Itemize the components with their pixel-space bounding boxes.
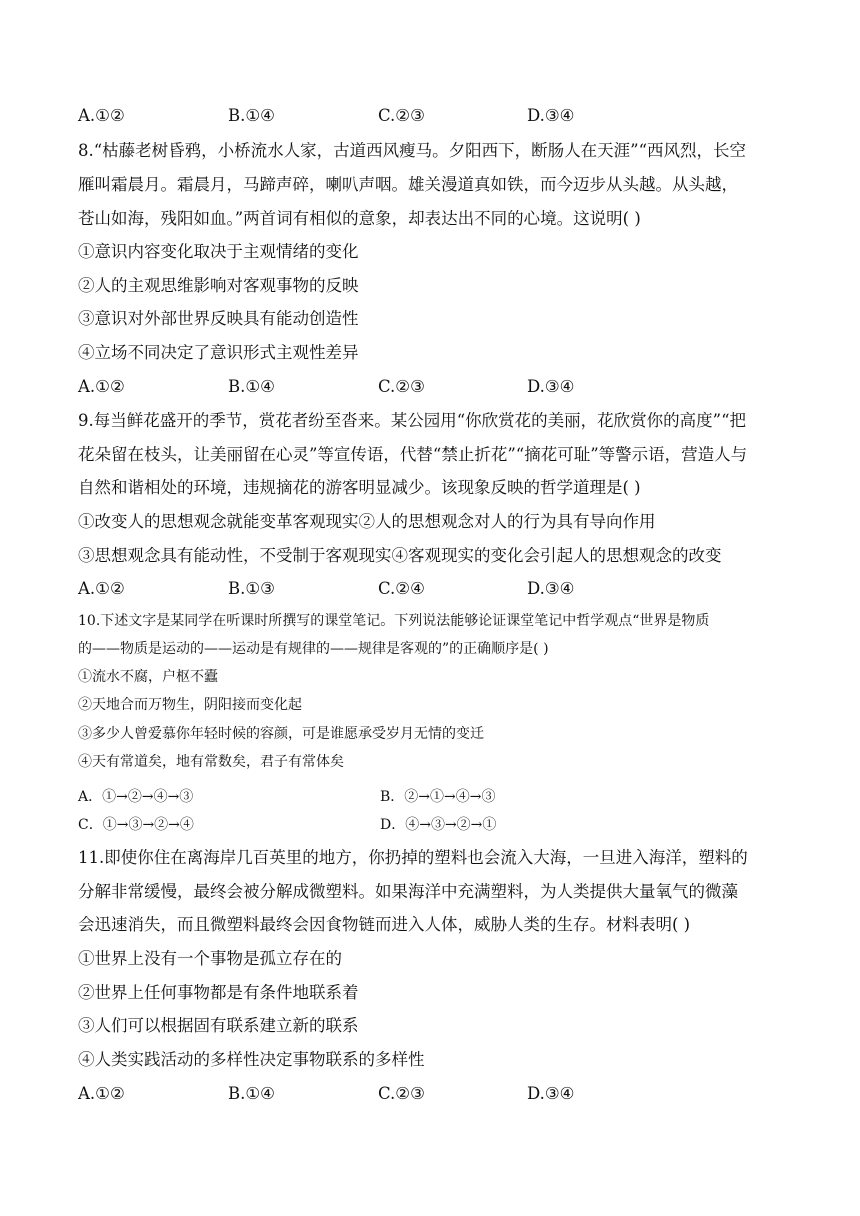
q9-option-b: B.①③ [228, 579, 275, 598]
q9-stem-line: 9.每当鲜花盛开的季节，赏花者纷至沓来。某公园用“你欣赏花的美丽，花欣赏你的高度”“把 [78, 411, 747, 430]
q8-option-a: A.①② [78, 377, 125, 396]
q11-option-c: C.②③ [378, 1084, 425, 1103]
q9-option-d: D.③④ [527, 579, 575, 598]
q10-statement: ③多少人曾爱慕你年轻时候的容颜，可是谁愿承受岁月无情的变迁 [78, 726, 484, 742]
q7-option-a: A.①② [78, 106, 125, 125]
q10-statement: ①流水不腐，户枢不蠹 [78, 669, 218, 685]
q8-statement: ③意识对外部世界反映具有能动创造性 [78, 309, 359, 328]
q7-option-b: B.①④ [228, 106, 275, 125]
q9-option-c: C.②④ [378, 579, 425, 598]
q10-option-b: B．②→①→④→③ [380, 789, 496, 805]
q11-statement: ①世界上没有一个事物是孤立存在的 [78, 949, 342, 968]
q10-stem-line: 10.下述文字是某同学在听课时所撰写的课堂笔记。下列说法能够论证课堂笔记中哲学观点“世界是物质 [78, 613, 710, 629]
q8-stem-line: 苍山如海，残阳如血。”两首词有相似的意象，却表达出不同的心境。这说明( ) [78, 209, 641, 228]
q11-statement: ③人们可以根据固有联系建立新的联系 [78, 1016, 359, 1035]
q9-stem-line: 自然和谐相处的环境，违规摘花的游客明显减少。该现象反映的哲学道理是( ) [78, 478, 641, 497]
q11-statement: ②世界上任何事物都是有条件地联系着 [78, 983, 359, 1002]
q11-option-a: A.①② [78, 1084, 125, 1103]
q11-option-d: D.③④ [527, 1084, 575, 1103]
q10-statement: ④天有常道矣，地有常数矣，君子有常体矣 [78, 754, 344, 770]
q9-statement: ①改变人的思想观念就能变革客观现实②人的思想观念对人的行为具有导向作用 [78, 512, 656, 531]
q8-option-c: C.②③ [378, 377, 425, 396]
q10-statement: ②天地合而万物生，阴阳接而变化起 [78, 697, 302, 713]
q8-stem-line: 8.“枯藤老树昏鸦，小桥流水人家，古道西风瘦马。夕阳西下，断肠人在天涯”“西风烈，长空 [78, 141, 747, 160]
q10-option-a: A．①→②→④→③ [78, 789, 194, 805]
q8-stem-line: 雁叫霜晨月。霜晨月，马蹄声碎，喇叭声咽。雄关漫道真如铁，而今迈步从头越。从头越， [78, 175, 738, 194]
q9-stem-line: 花朵留在枝头，让美丽留在心灵”等宣传语，代替“禁止折花”“摘花可耻”等警示语，营造人与 [78, 445, 748, 464]
q11-stem-line: 会迅速消失，而且微塑料最终会因食物链而进入人体，威胁人类的生存。材料表明( ) [78, 915, 691, 934]
q7-option-d: D.③④ [527, 106, 575, 125]
q8-option-b: B.①④ [228, 377, 275, 396]
q10-option-c: C．①→③→②→④ [78, 817, 194, 833]
q11-stem-line: 11.即使你住在离海岸几百英里的地方，你扔掉的塑料也会流入大海，一旦进入海洋，塑料的 [78, 848, 748, 867]
q10-stem-line: 的——物质是运动的——运动是有规律的——规律是客观的”的正确顺序是( ) [78, 641, 549, 657]
q9-statement: ③思想观念具有能动性，不受制于客观现实④客观现实的变化会引起人的思想观念的改变 [78, 546, 722, 565]
q11-statement: ④人类实践活动的多样性决定事物联系的多样性 [78, 1050, 425, 1069]
q8-option-d: D.③④ [527, 377, 575, 396]
q11-stem-line: 分解非常缓慢，最终会被分解成微塑料。如果海洋中充满塑料，为人类提供大量氧气的微藻 [78, 882, 738, 901]
q11-option-b: B.①④ [228, 1084, 275, 1103]
q8-statement: ②人的主观思维影响对客观事物的反映 [78, 276, 359, 295]
q9-option-a: A.①② [78, 579, 125, 598]
q8-statement: ①意识内容变化取决于主观情绪的变化 [78, 242, 359, 261]
q10-option-d: D．④→③→②→① [380, 817, 497, 833]
q8-statement: ④立场不同决定了意识形式主观性差异 [78, 343, 359, 362]
q7-option-c: C.②③ [378, 106, 425, 125]
